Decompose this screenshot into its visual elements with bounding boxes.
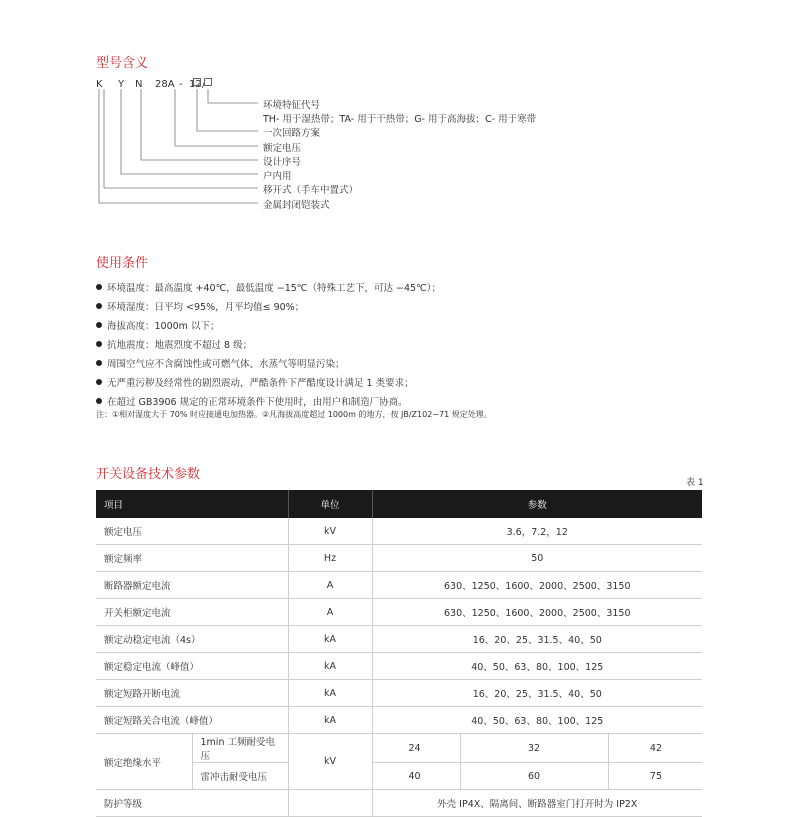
header-item: 项目	[96, 490, 288, 518]
row-value: 16、20、25、31.5、40、50	[372, 626, 702, 653]
protection-value: 外壳 IP4X、隔离间、断路器室门打开时为 IP2X	[372, 790, 702, 817]
protection-unit	[288, 790, 372, 817]
row-value: 16、20、25、31.5、40、50	[372, 680, 702, 707]
table-row-protection	[96, 790, 702, 817]
insulation-impulse-label: 雷冲击耐受电压	[192, 763, 288, 790]
insulation-value: 24	[372, 734, 460, 763]
table-header-row	[96, 490, 702, 518]
row-item: 额定电压	[96, 518, 288, 545]
row-unit: kA	[288, 626, 372, 653]
legend-indoor: 户内用	[263, 171, 292, 182]
condition-item: 在超过 GB3906 规定的正常环境条件下使用时，由用户和制造厂协商。	[96, 394, 408, 408]
insulation-item: 额定绝缘水平	[96, 734, 192, 790]
condition-item: 海拔高度：1000m 以下；	[96, 318, 219, 332]
table-row	[96, 545, 702, 572]
row-value: 50	[372, 545, 702, 572]
row-item: 额定稳定电流（峰值）	[96, 653, 288, 680]
row-value: 3.6，7.2，12	[372, 518, 702, 545]
protection-item: 防护等级	[96, 790, 288, 817]
row-unit: kV	[288, 518, 372, 545]
model-code-dash: -	[179, 79, 183, 90]
legend-climate-types: TH- 用于湿热带；TA- 用于干热带；G- 用于高海拔；C- 用于寒带	[263, 114, 537, 125]
conditions-section-title: 使用条件	[96, 256, 149, 271]
model-code-slash: /	[202, 79, 206, 90]
row-item: 额定频率	[96, 545, 288, 572]
params-section-title: 开关设备技术参数	[96, 467, 201, 482]
row-item: 额定动稳定电流（4s）	[96, 626, 288, 653]
legend-design-serial: 设计序号	[263, 157, 302, 168]
row-unit: kA	[288, 680, 372, 707]
row-item: 开关柜额定电流	[96, 599, 288, 626]
conditions-note: 注：①相对湿度大于 70% 时应接通电加热器。②凡海拔高度超过 1000m 的地方，按 JB/Z102−71 规定处理。	[96, 410, 492, 419]
legend-rated-voltage: 额定电压	[263, 143, 302, 154]
condition-item: 周围空气应不含腐蚀性或可燃气体、水蒸气等明显污染；	[96, 356, 345, 370]
table-row	[96, 626, 702, 653]
table-number: 表 1	[686, 478, 704, 488]
table-row	[96, 707, 702, 734]
row-value: 40、50、63、80、100、125	[372, 653, 702, 680]
insulation-value: 40	[372, 763, 460, 790]
table-row	[96, 653, 702, 680]
model-leader-lines	[0, 0, 800, 220]
model-code-n: N	[135, 79, 143, 90]
header-unit: 单位	[288, 490, 372, 518]
model-section-title: 型号含义	[96, 56, 149, 71]
insulation-value: 75	[608, 763, 702, 790]
row-value: 630、1250、1600、2000、2500、3150	[372, 572, 702, 599]
legend-metal-clad: 金属封闭铠装式	[263, 200, 330, 211]
table-row	[96, 599, 702, 626]
condition-item: 无严重污秽及经常性的剧烈震动，严酷条件下严酷度设计满足 1 类要求；	[96, 375, 414, 389]
legend-environment-code: 环境特征代号	[263, 100, 321, 111]
model-code-28a: 28A	[155, 79, 175, 90]
condition-item: 环境湿度：日平均 <95%，月平均值≤ 90%；	[96, 299, 304, 313]
header-params: 参数	[372, 490, 702, 518]
insulation-unit: kV	[288, 734, 372, 790]
model-code-k: K	[96, 79, 103, 90]
row-item: 额定短路关合电流（峰值）	[96, 707, 288, 734]
row-unit: kA	[288, 653, 372, 680]
row-value: 40、50、63、80、100、125	[372, 707, 702, 734]
legend-withdrawable: 移开式（手车中置式）	[263, 185, 359, 196]
table-row	[96, 680, 702, 707]
table-row	[96, 572, 702, 599]
insulation-value: 60	[460, 763, 608, 790]
row-unit: A	[288, 599, 372, 626]
condition-item: 环境温度：最高温度 +40℃，最低温度 −15℃（特殊工艺下，可达 −45℃）；	[96, 280, 441, 294]
condition-item: 抗地震度：地震烈度不超过 8 级；	[96, 337, 252, 351]
insulation-value: 42	[608, 734, 702, 763]
model-code-12: 12	[189, 79, 202, 90]
params-table	[96, 490, 702, 817]
row-unit: Hz	[288, 545, 372, 572]
model-code-y: Y	[118, 79, 125, 90]
legend-primary-circuit: 一次回路方案	[263, 128, 321, 139]
row-unit: A	[288, 572, 372, 599]
row-item: 断路器额定电流	[96, 572, 288, 599]
insulation-power-freq-label: 1min 工频耐受电压	[192, 734, 288, 763]
row-item: 额定短路开断电流	[96, 680, 288, 707]
table-row-insulation-1	[96, 734, 702, 763]
row-unit: kA	[288, 707, 372, 734]
insulation-value: 32	[460, 734, 608, 763]
row-value: 630、1250、1600、2000、2500、3150	[372, 599, 702, 626]
table-row	[96, 518, 702, 545]
